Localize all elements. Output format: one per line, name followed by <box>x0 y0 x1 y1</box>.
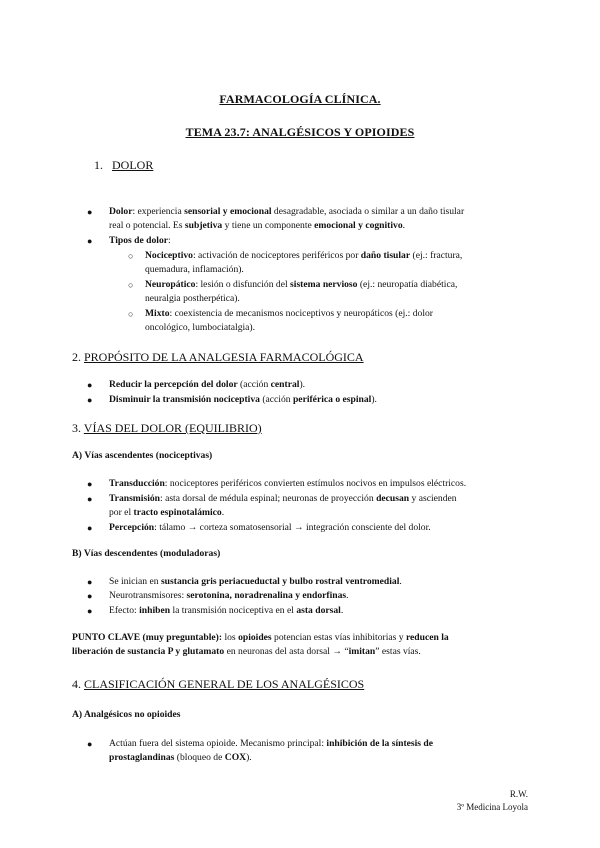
section-title: CLASIFICACIÓN GENERAL DE LOS ANALGÉSICOS <box>84 677 365 691</box>
bullet-icon: ● <box>87 380 93 390</box>
section-title: VÍAS DEL DOLOR (EQUILIBRIO) <box>83 421 262 435</box>
section-1-heading <box>94 158 153 173</box>
document-subtitle: TEMA 23.7: ANALGÉSICOS Y OPIOIDES <box>185 125 415 139</box>
bullet-icon: ● <box>87 606 93 616</box>
bullet-icon: ● <box>87 577 93 587</box>
footer-author: R.W. <box>509 789 528 799</box>
document-page: FARMACOLOGÍA CLÍNICA. TEMA 23.7: ANALGÉSICOS Y OPIOIDES 1. DOLOR ● Dolor: experiencia sensorial y emocional desagradable, asociada o similar a un daño tisular real o potencial. Es subjetiva y tiene un componente emocional y cognitivo. ● Tipos de dolor: ○ Nociceptivo: activación de nociceptores periféricos por daño tisular (ej.: fractura, quemadura, inflamación). ○ Neuropático: lesión o disfunción del sistema nervioso (ej.: neuropatía diabética, neuralgia postherpética). ○ Mixto: coexistencia de mecanismos nociceptivos y neuropáticos (ej.: dolor oncológico, lumbociatalgia). 2. PROPÓSITO DE LA ANALGESIA FARMACOLÓGICA ● Reducir la percepción del dolor (acción central). ● Disminuir la transmisión nociceptiva (acción periférica o espinal). 3. VÍAS DEL DOLOR (EQUILIBRIO) A) Vías ascendentes (nociceptivas) ● Transducción: nociceptores periféricos convierten estímulos nocivos en impulsos eléctricos. ● Transmisión: asta dorsal de médula espinal; neuronas de proyección decusan y ascienden por el tracto espinotalámico. ● Percepción: tálamo → corteza somatosensorial → integración consciente del dolor. B) Vías descendentes (moduladoras) ● Se inician en sustancia gris periacueductal y bulbo rostral ventromedial. ● Neurotransmisores: serotonina, noradrenalina y endorfinas. ● Efecto: inhiben la transmisión nociceptiva en el asta dorsal. PUNTO CLAVE (muy preguntable): los opioides potencian estas vías inhibitorias y reducen la liberación de sustancia P y glutamato en neuronas del asta dorsal → “imitan” estas vías. 4. CLASIFICACIÓN GENERAL DE LOS ANALGÉSICOS A) Analgésicos no opioides ● Actúan fuera del sistema opioide. Mecanismo principal: inhibición de la síntesis de prostaglandinas (bloqueo de COX). R.W. 3º Medicina Loyola <box>0 0 600 848</box>
footer-course: 3º Medicina Loyola <box>456 802 528 812</box>
bullet-icon: ● <box>87 395 93 405</box>
subsection-b-heading: B) Vías descendentes (moduladoras) <box>72 548 221 559</box>
list-item-text: Dolor: experiencia sensorial y emocional desagradable, asociada o similar a un daño tisular <box>109 206 465 217</box>
section-4-heading: 4. CLASIFICACIÓN GENERAL DE LOS ANALGÉSICOS <box>72 677 365 691</box>
bullet-icon: ● <box>87 523 93 533</box>
bullet-icon: ● <box>87 479 93 489</box>
bullet-icon: ● <box>87 494 93 504</box>
document-title: FARMACOLOGÍA CLÍNICA. <box>219 92 381 106</box>
subsection-a-heading: A) Analgésicos no opioides <box>72 709 181 720</box>
key-point-line-1: PUNTO CLAVE (muy preguntable): los opioides potencian estas vías inhibitorias y reducen la <box>72 632 449 643</box>
bullet-icon: ● <box>87 739 93 749</box>
section-title: PROPÓSITO DE LA ANALGESIA FARMACOLÓGICA <box>84 350 364 364</box>
section-title: DOLOR <box>112 158 154 172</box>
bullet-icon: ● <box>87 207 93 217</box>
subsection-a-heading: A) Vías ascendentes (nociceptivas) <box>72 450 213 461</box>
section-3-heading: 3. VÍAS DEL DOLOR (EQUILIBRIO) <box>72 421 262 435</box>
circle-bullet-icon: ○ <box>128 280 134 290</box>
circle-bullet-icon: ○ <box>128 309 134 319</box>
section-2-heading: 2. PROPÓSITO DE LA ANALGESIA FARMACOLÓGICA <box>72 350 364 364</box>
key-point-line-2: liberación de sustancia P y glutamato en neuronas del asta dorsal → “imitan” estas vías. <box>72 646 421 657</box>
circle-bullet-icon: ○ <box>128 251 134 261</box>
bullet-icon: ● <box>87 236 93 246</box>
section-number: 1. <box>94 158 103 172</box>
bullet-icon: ● <box>87 591 93 601</box>
